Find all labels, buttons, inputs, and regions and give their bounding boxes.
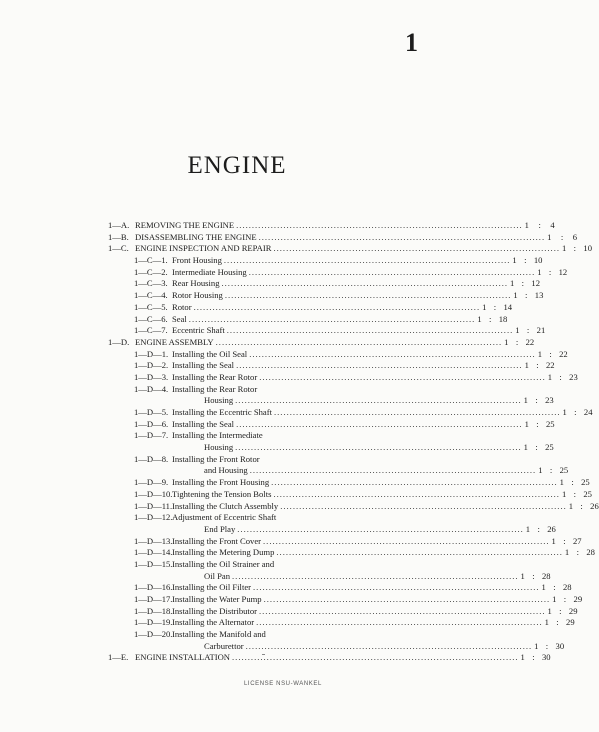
- toc-entry-text: Installing the Clutch Assembly: [172, 500, 279, 511]
- dot-leader: [236, 360, 523, 372]
- toc-entry-code: 1—D—13.: [134, 535, 173, 546]
- toc-entry: [108, 454, 330, 466]
- toc-separator: :: [525, 290, 528, 301]
- toc-entry-text: Oil Pan: [204, 570, 231, 581]
- toc-chapter: 1: [525, 523, 531, 534]
- toc-chapter: 1: [538, 465, 543, 476]
- toc-chapter: 1: [524, 220, 529, 230]
- toc-entry-text: Installing the Eccentric Shaft: [172, 407, 272, 417]
- toc-entry-text: ENGINE INSPECTION AND REPAIR: [135, 243, 272, 254]
- toc-entry-text: Front Housing: [172, 255, 222, 266]
- toc-chapter: 1: [534, 640, 539, 651]
- toc-separator: :: [535, 442, 538, 453]
- toc-entry: [108, 220, 555, 232]
- toc-entry-text: Housing: [204, 442, 234, 453]
- toc-page: 25: [545, 442, 554, 453]
- toc-chapter: 1: [510, 278, 515, 289]
- toc-entry-text: Installing the Front Housing: [172, 477, 270, 488]
- toc-chapter: 1: [523, 442, 528, 453]
- toc-page-ref: [552, 536, 582, 548]
- toc-entry-text: Rear Housing: [172, 278, 220, 289]
- toc-separator: :: [563, 594, 567, 604]
- toc-entry-code: 1—D—8.: [134, 453, 169, 464]
- dot-leader: [259, 606, 546, 618]
- toc-entry: [108, 605, 578, 618]
- toc-entry-text: Installing the Front Cover: [172, 535, 262, 546]
- toc-entry: [108, 652, 551, 664]
- toc-entry: [108, 430, 330, 442]
- toc-separator: :: [536, 360, 539, 371]
- toc-entry: [108, 231, 578, 244]
- toc-entry-text: Installing the Oil Filter: [172, 582, 252, 593]
- toc-entry: [108, 371, 578, 384]
- toc-entry-code: 1—D—14.: [134, 547, 173, 558]
- toc-page: 10: [533, 255, 543, 266]
- toc-entry-text: Installing the Rear Rotor: [172, 371, 258, 382]
- toc-entry-code: 1—C—1.: [134, 255, 168, 266]
- toc-page: 25: [581, 477, 590, 488]
- toc-separator: :: [549, 465, 553, 476]
- toc-separator: :: [488, 313, 492, 324]
- toc-entry: [108, 395, 554, 407]
- dot-leader: [235, 442, 522, 454]
- toc-entry-text: DISASSEMBLING THE ENGINE: [135, 231, 257, 242]
- chapter-title: ENGINE: [187, 152, 287, 179]
- toc-page-ref: [524, 395, 554, 407]
- toc-entry: [108, 594, 583, 606]
- toc-separator: :: [571, 477, 574, 488]
- toc-page: 6: [572, 231, 578, 242]
- toc-separator: :: [532, 570, 535, 581]
- toc-entry-code: 1—D.: [108, 336, 130, 347]
- toc-entry-code: 1—E.: [108, 652, 129, 663]
- toc-page-ref: [482, 302, 512, 314]
- toc-separator: :: [549, 348, 552, 359]
- toc-page: 22: [525, 336, 535, 347]
- toc-separator: :: [532, 652, 535, 663]
- toc-entry-code: 1—D—12.: [134, 512, 173, 523]
- toc-entry-code: 1—C—4.: [134, 290, 168, 301]
- dot-leader: [236, 419, 523, 431]
- toc-chapter: 1: [561, 488, 567, 499]
- toc-entry-code: 1—C—2.: [134, 266, 168, 277]
- toc-page-ref: [510, 278, 540, 290]
- toc-entry-text: REMOVING THE ENGINE: [135, 220, 235, 230]
- toc-entry-text: Installing the Intermediate: [172, 430, 263, 441]
- toc-chapter: 1: [562, 243, 567, 254]
- dot-leader: [256, 617, 543, 629]
- toc-entry-text: Intermediate Housing: [172, 266, 247, 277]
- toc-page-ref: [548, 372, 578, 384]
- toc-entry-code: 1—D—10.: [134, 488, 173, 499]
- toc-entry-text: Installing the Seal: [172, 360, 235, 371]
- toc-entry-text: Rotor: [172, 301, 192, 312]
- toc-chapter: 1: [515, 325, 520, 336]
- toc-page-ref: [565, 547, 595, 559]
- toc-entry-text: Housing: [204, 395, 234, 406]
- toc-separator: :: [538, 220, 541, 230]
- toc-chapter: 1: [544, 617, 549, 628]
- toc-entry-code: 1—D—17.: [134, 594, 173, 604]
- dot-leader: [232, 652, 519, 664]
- toc-page: 30: [541, 652, 551, 663]
- toc-separator: :: [573, 488, 576, 499]
- toc-entry: [108, 348, 568, 361]
- dot-leader: [259, 372, 546, 384]
- toc-page: 28: [541, 570, 551, 581]
- toc-entry: [108, 255, 543, 267]
- toc-chapter: 1: [547, 231, 552, 242]
- toc-separator: :: [521, 278, 525, 289]
- toc-page: 25: [545, 418, 555, 429]
- toc-separator: :: [545, 640, 549, 651]
- dot-leader: [264, 594, 551, 606]
- toc-chapter: 1: [482, 301, 487, 312]
- toc-entry: [108, 360, 555, 372]
- toc-page-ref: [560, 477, 590, 489]
- toc-chapter: 1: [559, 477, 564, 488]
- toc-entry: [108, 325, 546, 337]
- toc-page-ref: [552, 594, 582, 606]
- dot-leader: [216, 337, 503, 349]
- toc-entry-text: Eccentric Shaft: [172, 325, 225, 336]
- toc-entry: [108, 301, 513, 314]
- dot-leader: [259, 232, 546, 244]
- toc-entry-text: Adjustment of Eccentric Shaft: [172, 512, 277, 523]
- dot-leader: [276, 547, 563, 559]
- toc-entry-text: and Housing: [204, 465, 248, 476]
- toc-page-ref: [538, 465, 568, 477]
- toc-page-ref: [545, 617, 575, 629]
- toc-entry-code: 1—D—3.: [134, 371, 169, 382]
- dot-leader: [227, 325, 514, 337]
- toc-entry-text: End Play: [204, 523, 236, 534]
- toc-separator: :: [559, 371, 562, 382]
- dot-leader: [253, 582, 540, 594]
- toc-entry: [108, 313, 508, 326]
- toc-separator: :: [548, 266, 552, 277]
- toc-chapter: 1: [524, 360, 529, 371]
- toc-entry: [108, 500, 599, 513]
- toc-entry-code: 1—B.: [108, 231, 129, 242]
- toc-entry: [108, 336, 535, 349]
- toc-page-ref: [562, 489, 592, 501]
- dot-leader: [274, 407, 561, 419]
- dot-leader: [232, 571, 519, 583]
- toc-page-ref: [521, 571, 551, 583]
- toc-page: 29: [566, 617, 575, 628]
- toc-separator: :: [573, 243, 577, 254]
- dot-leader: [237, 524, 524, 536]
- toc-page-ref: [526, 524, 556, 536]
- toc-page-ref: [521, 652, 551, 664]
- toc-separator: :: [535, 395, 538, 406]
- toc-page-ref: [525, 360, 555, 372]
- toc-page: 21: [536, 325, 546, 336]
- dot-leader: [249, 267, 536, 279]
- toc-entry-text: Installing the Metering Dump: [172, 547, 275, 558]
- toc-entry-code: 1—D—7.: [134, 430, 169, 441]
- toc-entry-text: Installing the Front Rotor: [172, 453, 260, 464]
- toc-page: 22: [545, 360, 555, 371]
- toc-page-ref: [525, 220, 555, 232]
- toc-entry: [108, 290, 544, 302]
- toc-entry: [108, 535, 582, 548]
- dot-leader: [246, 641, 533, 653]
- toc-entry: [108, 629, 330, 641]
- toc-separator: :: [559, 605, 562, 616]
- toc-page: 23: [569, 371, 578, 382]
- toc-entry-text: Tightening the Tension Bolts: [172, 488, 272, 499]
- toc-page-ref: [515, 325, 545, 337]
- toc-entry: [108, 559, 330, 571]
- page-number: 1: [405, 28, 418, 57]
- toc-entry: [108, 418, 555, 431]
- dot-leader: [194, 302, 481, 314]
- toc-entry-text: Installing the Distributor: [172, 605, 257, 616]
- toc-entry: [108, 442, 554, 454]
- toc-chapter: 1: [551, 535, 556, 546]
- toc-separator: :: [576, 547, 579, 558]
- toc-chapter: 1: [524, 418, 529, 429]
- toc-page-ref: [569, 501, 599, 513]
- toc-entry-code: 1—D—6.: [134, 418, 169, 429]
- toc-entry-text: ENGINE INSTALLATION: [135, 652, 231, 663]
- toc-page: 25: [559, 465, 569, 476]
- toc-entry: [108, 477, 590, 489]
- toc-entry: [108, 243, 592, 255]
- toc-chapter: 1: [547, 605, 552, 616]
- toc-separator: :: [563, 535, 566, 546]
- toc-page-ref: [504, 337, 534, 349]
- dot-leader: [263, 536, 550, 548]
- toc-page-ref: [542, 582, 572, 594]
- toc-entry: [108, 278, 541, 290]
- toc-page: 22: [559, 348, 568, 359]
- dot-leader: [235, 395, 522, 407]
- toc-entry-code: 1—D—5.: [134, 407, 169, 417]
- toc-entry-text: Carburettor: [204, 640, 244, 651]
- toc-chapter: 1: [520, 570, 525, 581]
- toc-entry-text: Seal: [172, 313, 187, 324]
- dot-leader: [225, 290, 512, 302]
- toc-entry: [108, 617, 575, 629]
- dot-leader: [273, 243, 560, 255]
- toc-page-ref: [548, 606, 578, 618]
- toc-chapter: 1: [568, 500, 574, 511]
- toc-page-ref: [534, 641, 564, 653]
- toc-page: 28: [562, 582, 572, 593]
- toc-entry-code: 1—C—3.: [134, 278, 168, 289]
- toc-entry-code: 1—C.: [108, 243, 129, 254]
- toc-page: 4: [550, 220, 555, 230]
- toc-chapter: 1: [537, 266, 542, 277]
- toc-page-ref: [512, 255, 542, 267]
- toc-entry-text: Installing the Seal: [172, 418, 235, 429]
- toc-entry-code: 1—D—15.: [134, 558, 173, 569]
- toc-entry: [108, 512, 330, 524]
- toc-entry: [108, 384, 330, 396]
- license-footer: LICENSE NSU-WANKEL: [244, 681, 322, 687]
- toc-chapter: 1: [523, 395, 528, 406]
- toc-page: 27: [572, 535, 582, 546]
- toc-entry-code: 1—C—7.: [134, 325, 168, 336]
- toc-entry-text: Installing the Oil Strainer and: [172, 558, 275, 569]
- toc-separator: :: [536, 418, 539, 429]
- toc-chapter: 1: [537, 348, 542, 359]
- toc-entry-text: Installing the Rear Rotor: [172, 383, 258, 394]
- dot-leader: [224, 255, 511, 267]
- toc-entry: [108, 582, 572, 594]
- toc-page-ref: [513, 290, 543, 302]
- toc-entry: [108, 407, 593, 419]
- dot-leader: [249, 349, 536, 361]
- toc-separator: :: [574, 407, 577, 417]
- toc-chapter: 1: [562, 407, 567, 417]
- toc-separator: :: [560, 231, 564, 242]
- toc-chapter: 1: [513, 290, 518, 301]
- toc-page-ref: [525, 419, 555, 431]
- toc-entry: [108, 488, 592, 501]
- toc-entry: [108, 570, 551, 583]
- toc-entry-text: Rotor Housing: [172, 290, 223, 301]
- dot-leader: [271, 477, 558, 489]
- dot-leader: [189, 314, 476, 326]
- toc-page: 24: [583, 407, 593, 417]
- toc-page: 12: [558, 266, 568, 277]
- toc-chapter: 1: [564, 547, 570, 558]
- toc-separator: :: [493, 301, 497, 312]
- toc-entry-code: 1—D—18.: [134, 605, 173, 616]
- toc-entry-code: 1—D—16.: [134, 582, 173, 593]
- toc-separator: :: [526, 325, 530, 336]
- toc-chapter: 1: [547, 371, 553, 382]
- toc-entry: [108, 523, 556, 536]
- toc-page: 29: [568, 605, 578, 616]
- toc-entry-code: 1—A.: [108, 220, 130, 230]
- toc-page: 25: [583, 488, 592, 499]
- toc-entry-code: 1—D—1.: [134, 348, 169, 359]
- toc-entry-text: Installing the Water Pump: [172, 594, 262, 604]
- toc-chapter: 1: [541, 582, 546, 593]
- toc-entry: [108, 640, 565, 653]
- toc-entry: [108, 547, 595, 559]
- toc-page: 29: [573, 594, 583, 604]
- toc-page-ref: [562, 243, 592, 255]
- toc-page: 10: [583, 243, 592, 254]
- toc-page-ref: [537, 267, 567, 279]
- toc-page: 12: [531, 278, 541, 289]
- ink-mark: [262, 654, 265, 655]
- toc-chapter: 1: [512, 255, 517, 266]
- toc-separator: :: [553, 582, 556, 593]
- toc-separator: :: [537, 523, 540, 534]
- toc-entry-code: 1—D—20.: [134, 629, 173, 640]
- toc-entry-code: 1—D—4.: [134, 383, 169, 394]
- dot-leader: [273, 489, 560, 501]
- table-of-contents: [108, 220, 599, 664]
- toc-page: 23: [545, 395, 554, 406]
- toc-page-ref: [563, 407, 593, 419]
- toc-entry-text: Installing the Manifold and: [172, 629, 266, 640]
- toc-chapter: 1: [552, 594, 557, 604]
- toc-entry-code: 1—D—9.: [134, 477, 169, 488]
- toc-page: 18: [498, 313, 508, 324]
- toc-page-ref: [477, 314, 507, 326]
- toc-chapter: 1: [477, 313, 482, 324]
- toc-entry-code: 1—C—6.: [134, 313, 168, 324]
- toc-separator: :: [524, 255, 527, 266]
- dot-leader: [222, 278, 509, 290]
- toc-entry-code: 1—D—11.: [134, 500, 173, 511]
- toc-separator: :: [580, 500, 583, 511]
- toc-page: 26: [590, 500, 599, 511]
- toc-page-ref: [538, 349, 568, 361]
- toc-entry-code: 1—C—5.: [134, 301, 168, 312]
- dot-leader: [236, 220, 523, 232]
- toc-page-ref: [524, 442, 554, 454]
- toc-chapter: 1: [520, 652, 525, 663]
- toc-page: 28: [586, 547, 595, 558]
- toc-page: 13: [534, 290, 544, 301]
- toc-entry-code: 1—D—19.: [134, 617, 173, 628]
- toc-entry: [108, 465, 569, 477]
- toc-chapter: 1: [504, 336, 509, 347]
- toc-page: 14: [503, 301, 513, 312]
- toc-entry-text: Installing the Alternator: [172, 617, 255, 628]
- toc-separator: :: [515, 336, 519, 347]
- toc-separator: :: [556, 617, 559, 628]
- toc-entry: [108, 266, 568, 279]
- toc-entry-text: Installing the Oil Seal: [172, 348, 248, 359]
- toc-page: 26: [547, 523, 556, 534]
- toc-page-ref: [547, 232, 577, 244]
- toc-entry-code: 1—D—2.: [134, 360, 169, 371]
- dot-leader: [280, 501, 567, 513]
- toc-page: 30: [555, 640, 565, 651]
- toc-entry-text: ENGINE ASSEMBLY: [135, 336, 214, 347]
- dot-leader: [250, 465, 537, 477]
